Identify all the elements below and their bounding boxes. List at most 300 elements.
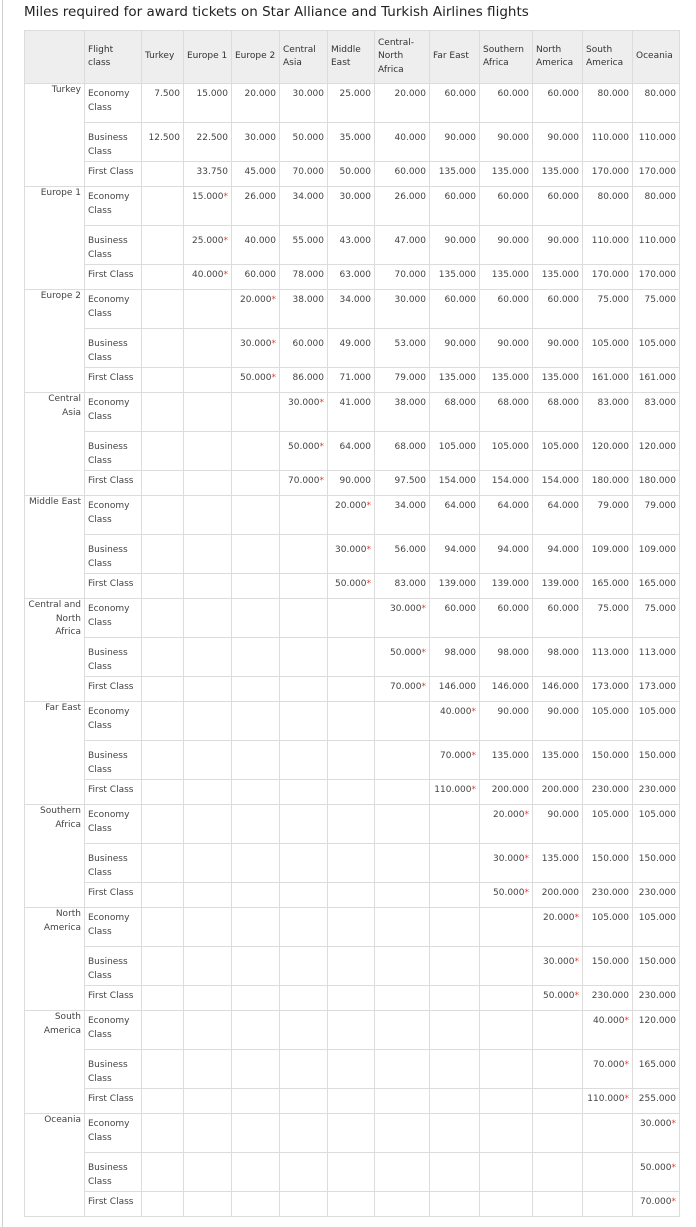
miles-cell xyxy=(184,496,232,535)
column-header: South America xyxy=(583,31,633,84)
miles-cell: 135.000 xyxy=(533,368,583,393)
miles-cell: 64.000 xyxy=(328,432,375,471)
miles-cell: 30.000* xyxy=(232,329,280,368)
asterisk-mark: * xyxy=(471,707,476,717)
miles-cell xyxy=(280,741,328,780)
miles-cell: 60.000 xyxy=(232,265,280,290)
miles-cell xyxy=(430,986,480,1011)
miles-cell xyxy=(184,986,232,1011)
miles-cell xyxy=(232,496,280,535)
flight-class-cell: Economy Class xyxy=(85,393,142,432)
miles-cell: 25.000* xyxy=(184,226,232,265)
miles-cell xyxy=(280,677,328,702)
flight-class-cell: Business Class xyxy=(85,844,142,883)
miles-cell: 146.000 xyxy=(480,677,533,702)
miles-cell: 150.000 xyxy=(583,844,633,883)
miles-cell: 64.000 xyxy=(480,496,533,535)
miles-cell: 135.000 xyxy=(533,844,583,883)
miles-cell: 135.000 xyxy=(430,162,480,187)
miles-cell: 110.000 xyxy=(633,123,680,162)
miles-cell xyxy=(280,599,328,638)
miles-cell xyxy=(184,702,232,741)
flight-class-cell: Business Class xyxy=(85,947,142,986)
miles-cell: 50.000* xyxy=(328,574,375,599)
miles-cell xyxy=(184,329,232,368)
table-row xyxy=(25,1192,680,1217)
miles-cell xyxy=(280,805,328,844)
table-row xyxy=(25,741,680,780)
table-row xyxy=(25,368,680,393)
miles-cell xyxy=(280,947,328,986)
miles-cell xyxy=(184,677,232,702)
miles-cell: 70.000* xyxy=(375,677,430,702)
miles-cell: 110.000 xyxy=(583,226,633,265)
miles-cell xyxy=(328,780,375,805)
flight-class-cell: Business Class xyxy=(85,226,142,265)
miles-cell: 34.000 xyxy=(280,187,328,226)
flight-class-cell: First Class xyxy=(85,162,142,187)
table-row xyxy=(25,702,680,741)
miles-cell: 150.000 xyxy=(633,741,680,780)
miles-cell: 90.000 xyxy=(430,329,480,368)
table-row xyxy=(25,162,680,187)
miles-cell xyxy=(328,741,375,780)
miles-cell: 230.000 xyxy=(583,780,633,805)
miles-cell xyxy=(184,844,232,883)
miles-cell: 120.000 xyxy=(633,432,680,471)
miles-cell: 90.000 xyxy=(533,226,583,265)
miles-cell xyxy=(184,393,232,432)
miles-cell: 60.000 xyxy=(280,329,328,368)
miles-cell: 150.000 xyxy=(633,844,680,883)
miles-cell xyxy=(375,805,430,844)
miles-cell: 98.000 xyxy=(533,638,583,677)
miles-cell: 200.000 xyxy=(480,780,533,805)
miles-cell: 139.000 xyxy=(533,574,583,599)
miles-cell: 135.000 xyxy=(430,265,480,290)
miles-cell: 200.000 xyxy=(533,883,583,908)
region-name: Far East xyxy=(25,702,85,805)
miles-cell: 90.000 xyxy=(480,226,533,265)
table-header-row xyxy=(25,31,680,84)
miles-cell xyxy=(232,471,280,496)
miles-cell: 105.000 xyxy=(533,432,583,471)
miles-cell xyxy=(142,187,184,226)
flight-class-cell: Economy Class xyxy=(85,496,142,535)
table-row xyxy=(25,986,680,1011)
asterisk-mark: * xyxy=(421,682,426,692)
miles-cell xyxy=(280,883,328,908)
miles-cell: 60.000 xyxy=(430,84,480,123)
miles-cell xyxy=(232,393,280,432)
miles-cell xyxy=(142,986,184,1011)
flight-class-cell: First Class xyxy=(85,574,142,599)
miles-cell xyxy=(184,1011,232,1050)
flight-class-cell: Business Class xyxy=(85,1050,142,1089)
miles-cell xyxy=(280,844,328,883)
miles-cell: 70.000* xyxy=(583,1050,633,1089)
miles-cell xyxy=(328,844,375,883)
table-row xyxy=(25,265,680,290)
region-name: Central and North Africa xyxy=(25,599,85,702)
asterisk-mark: * xyxy=(223,270,228,280)
miles-cell xyxy=(232,1089,280,1114)
miles-cell: 50.000* xyxy=(633,1153,680,1192)
miles-cell: 105.000 xyxy=(633,805,680,844)
miles-cell: 173.000 xyxy=(633,677,680,702)
miles-cell xyxy=(375,986,430,1011)
miles-cell xyxy=(533,1011,583,1050)
miles-cell xyxy=(280,986,328,1011)
miles-cell xyxy=(430,908,480,947)
miles-cell: 109.000 xyxy=(583,535,633,574)
miles-cell xyxy=(232,844,280,883)
miles-cell xyxy=(375,780,430,805)
miles-cell: 71.000 xyxy=(328,368,375,393)
miles-cell: 90.000 xyxy=(533,123,583,162)
miles-cell xyxy=(142,393,184,432)
miles-cell xyxy=(328,702,375,741)
column-header: North America xyxy=(533,31,583,84)
miles-cell xyxy=(583,1192,633,1217)
miles-cell xyxy=(184,368,232,393)
miles-cell: 7.500 xyxy=(142,84,184,123)
flight-class-cell: First Class xyxy=(85,471,142,496)
table-row xyxy=(25,393,680,432)
miles-cell xyxy=(533,1089,583,1114)
miles-cell: 30.000* xyxy=(375,599,430,638)
miles-cell: 139.000 xyxy=(430,574,480,599)
miles-cell: 60.000 xyxy=(533,187,583,226)
asterisk-mark: * xyxy=(471,785,476,795)
miles-cell: 110.000 xyxy=(633,226,680,265)
miles-cell xyxy=(280,638,328,677)
miles-cell: 139.000 xyxy=(480,574,533,599)
flight-class-cell: First Class xyxy=(85,1192,142,1217)
flight-class-cell: Economy Class xyxy=(85,187,142,226)
miles-cell xyxy=(232,1153,280,1192)
miles-cell: 135.000 xyxy=(533,265,583,290)
miles-cell: 230.000 xyxy=(583,986,633,1011)
miles-cell: 60.000 xyxy=(430,290,480,329)
miles-cell xyxy=(142,368,184,393)
miles-cell xyxy=(232,1011,280,1050)
miles-cell: 70.000 xyxy=(375,265,430,290)
miles-cell: 170.000 xyxy=(633,162,680,187)
miles-cell xyxy=(184,805,232,844)
flight-class-cell: First Class xyxy=(85,883,142,908)
miles-cell: 35.000 xyxy=(328,123,375,162)
miles-cell xyxy=(142,947,184,986)
miles-cell xyxy=(375,844,430,883)
miles-cell: 120.000 xyxy=(633,1011,680,1050)
miles-cell xyxy=(232,702,280,741)
miles-cell: 146.000 xyxy=(533,677,583,702)
miles-cell xyxy=(142,1089,184,1114)
miles-cell xyxy=(430,805,480,844)
miles-cell: 154.000 xyxy=(480,471,533,496)
asterisk-mark: * xyxy=(421,604,426,614)
asterisk-mark: * xyxy=(574,957,579,967)
miles-cell xyxy=(280,908,328,947)
miles-cell: 53.000 xyxy=(375,329,430,368)
miles-cell: 22.500 xyxy=(184,123,232,162)
page-left-rule xyxy=(2,0,3,1227)
miles-cell xyxy=(142,1114,184,1153)
miles-cell xyxy=(142,226,184,265)
miles-cell xyxy=(184,471,232,496)
miles-cell: 60.000 xyxy=(430,187,480,226)
flight-class-cell: Economy Class xyxy=(85,908,142,947)
miles-cell: 20.000 xyxy=(375,84,430,123)
miles-cell xyxy=(375,883,430,908)
table-row xyxy=(25,599,680,638)
miles-cell: 43.000 xyxy=(328,226,375,265)
miles-cell xyxy=(430,844,480,883)
miles-cell xyxy=(232,780,280,805)
flight-class-cell: First Class xyxy=(85,265,142,290)
miles-cell xyxy=(480,1192,533,1217)
miles-cell: 230.000 xyxy=(633,986,680,1011)
asterisk-mark: * xyxy=(223,236,228,246)
region-name: South America xyxy=(25,1011,85,1114)
asterisk-mark: * xyxy=(624,1016,629,1026)
miles-cell: 50.000* xyxy=(480,883,533,908)
miles-cell xyxy=(184,1050,232,1089)
asterisk-mark: * xyxy=(524,854,529,864)
miles-cell: 135.000 xyxy=(480,741,533,780)
miles-cell: 60.000 xyxy=(430,599,480,638)
miles-cell: 40.000* xyxy=(430,702,480,741)
miles-cell xyxy=(280,574,328,599)
miles-cell xyxy=(232,574,280,599)
miles-cell xyxy=(142,535,184,574)
miles-cell: 45.000 xyxy=(232,162,280,187)
miles-cell: 135.000 xyxy=(533,741,583,780)
miles-cell xyxy=(142,1153,184,1192)
miles-cell xyxy=(142,741,184,780)
miles-cell xyxy=(280,1114,328,1153)
miles-cell: 161.000 xyxy=(583,368,633,393)
miles-cell xyxy=(280,1011,328,1050)
miles-cell: 79.000 xyxy=(633,496,680,535)
table-row xyxy=(25,496,680,535)
miles-cell xyxy=(184,908,232,947)
flight-class-cell: Business Class xyxy=(85,329,142,368)
page-title: Miles required for award tickets on Star Alliance and Turkish Airlines flights xyxy=(24,4,529,20)
miles-cell xyxy=(232,883,280,908)
miles-cell: 94.000 xyxy=(533,535,583,574)
miles-cell xyxy=(184,574,232,599)
miles-cell xyxy=(480,986,533,1011)
asterisk-mark: * xyxy=(574,913,579,923)
flight-class-cell: First Class xyxy=(85,1089,142,1114)
miles-cell xyxy=(375,908,430,947)
table-row xyxy=(25,947,680,986)
miles-cell xyxy=(328,1050,375,1089)
table-row xyxy=(25,1011,680,1050)
miles-cell xyxy=(142,574,184,599)
miles-cell xyxy=(480,947,533,986)
flight-class-cell: Economy Class xyxy=(85,702,142,741)
miles-cell xyxy=(232,677,280,702)
miles-cell: 105.000 xyxy=(583,908,633,947)
asterisk-mark: * xyxy=(574,991,579,1001)
miles-cell: 154.000 xyxy=(430,471,480,496)
miles-cell xyxy=(142,1192,184,1217)
miles-cell xyxy=(328,805,375,844)
miles-cell: 40.000* xyxy=(184,265,232,290)
miles-cell: 105.000 xyxy=(633,329,680,368)
miles-cell xyxy=(184,432,232,471)
miles-cell: 30.000 xyxy=(232,123,280,162)
miles-cell xyxy=(430,1153,480,1192)
miles-cell xyxy=(533,1050,583,1089)
miles-cell xyxy=(184,883,232,908)
table-row xyxy=(25,187,680,226)
miles-cell: 47.000 xyxy=(375,226,430,265)
flight-class-cell: Economy Class xyxy=(85,290,142,329)
table-row xyxy=(25,805,680,844)
miles-cell: 60.000 xyxy=(480,84,533,123)
column-header: Southern Africa xyxy=(480,31,533,84)
table-row xyxy=(25,1114,680,1153)
flight-class-cell: Economy Class xyxy=(85,84,142,123)
miles-cell: 161.000 xyxy=(633,368,680,393)
miles-cell: 90.000 xyxy=(533,702,583,741)
miles-cell: 12.500 xyxy=(142,123,184,162)
miles-cell xyxy=(142,432,184,471)
table-row xyxy=(25,123,680,162)
miles-cell: 109.000 xyxy=(633,535,680,574)
miles-cell xyxy=(184,1089,232,1114)
region-name: Turkey xyxy=(25,84,85,187)
miles-cell xyxy=(375,1153,430,1192)
table-row xyxy=(25,574,680,599)
table-row xyxy=(25,1050,680,1089)
table-row xyxy=(25,84,680,123)
miles-cell xyxy=(533,1114,583,1153)
flight-class-cell: Business Class xyxy=(85,741,142,780)
table-row xyxy=(25,471,680,496)
miles-cell: 25.000 xyxy=(328,84,375,123)
miles-cell xyxy=(480,1011,533,1050)
miles-cell: 60.000 xyxy=(533,84,583,123)
column-header: Europe 1 xyxy=(184,31,232,84)
miles-cell: 79.000 xyxy=(583,496,633,535)
miles-cell xyxy=(232,1050,280,1089)
miles-cell: 105.000 xyxy=(583,702,633,741)
miles-cell xyxy=(142,883,184,908)
miles-cell xyxy=(232,638,280,677)
table-row xyxy=(25,677,680,702)
miles-cell: 30.000 xyxy=(328,187,375,226)
miles-cell: 33.750 xyxy=(184,162,232,187)
miles-cell: 20.000* xyxy=(328,496,375,535)
miles-cell: 70.000 xyxy=(280,162,328,187)
miles-cell: 135.000 xyxy=(480,162,533,187)
miles-cell: 110.000* xyxy=(583,1089,633,1114)
miles-cell: 113.000 xyxy=(633,638,680,677)
miles-cell: 80.000 xyxy=(583,84,633,123)
miles-cell: 30.000* xyxy=(633,1114,680,1153)
miles-cell: 30.000* xyxy=(480,844,533,883)
miles-cell xyxy=(184,1114,232,1153)
miles-cell: 150.000 xyxy=(633,947,680,986)
miles-cell xyxy=(375,702,430,741)
miles-cell: 38.000 xyxy=(280,290,328,329)
region-name: Europe 1 xyxy=(25,187,85,290)
miles-cell xyxy=(232,908,280,947)
miles-cell: 75.000 xyxy=(633,599,680,638)
miles-cell: 34.000 xyxy=(375,496,430,535)
miles-cell: 60.000 xyxy=(533,290,583,329)
miles-cell xyxy=(280,1153,328,1192)
miles-cell: 26.000 xyxy=(375,187,430,226)
miles-cell: 135.000 xyxy=(480,368,533,393)
miles-cell: 110.000 xyxy=(583,123,633,162)
miles-cell: 64.000 xyxy=(430,496,480,535)
miles-cell: 110.000* xyxy=(430,780,480,805)
miles-cell xyxy=(430,1011,480,1050)
miles-cell xyxy=(328,638,375,677)
asterisk-mark: * xyxy=(524,888,529,898)
miles-cell: 150.000 xyxy=(583,947,633,986)
table-row xyxy=(25,535,680,574)
miles-cell: 94.000 xyxy=(430,535,480,574)
miles-cell: 41.000 xyxy=(328,393,375,432)
miles-cell: 50.000* xyxy=(280,432,328,471)
flight-class-cell: Business Class xyxy=(85,638,142,677)
asterisk-mark: * xyxy=(271,373,276,383)
miles-cell: 90.000 xyxy=(533,329,583,368)
miles-cell xyxy=(184,599,232,638)
miles-cell: 68.000 xyxy=(375,432,430,471)
miles-cell xyxy=(184,638,232,677)
miles-cell xyxy=(280,1089,328,1114)
region-name: Central Asia xyxy=(25,393,85,496)
miles-cell xyxy=(328,1153,375,1192)
miles-cell: 90.000 xyxy=(480,702,533,741)
flight-class-cell: Business Class xyxy=(85,123,142,162)
table-row xyxy=(25,908,680,947)
asterisk-mark: * xyxy=(319,442,324,452)
miles-cell: 20.000* xyxy=(232,290,280,329)
table-row xyxy=(25,329,680,368)
miles-cell: 105.000 xyxy=(430,432,480,471)
table-row xyxy=(25,432,680,471)
miles-cell xyxy=(430,1089,480,1114)
miles-cell xyxy=(142,844,184,883)
asterisk-mark: * xyxy=(366,545,371,555)
miles-cell xyxy=(430,1050,480,1089)
miles-cell: 86.000 xyxy=(280,368,328,393)
miles-cell: 30.000 xyxy=(375,290,430,329)
miles-cell: 30.000* xyxy=(328,535,375,574)
region-name: Oceania xyxy=(25,1114,85,1217)
miles-cell xyxy=(328,1011,375,1050)
miles-cell: 50.000 xyxy=(280,123,328,162)
miles-cell: 15.000* xyxy=(184,187,232,226)
miles-cell: 20.000* xyxy=(533,908,583,947)
miles-cell: 70.000* xyxy=(280,471,328,496)
miles-cell xyxy=(232,986,280,1011)
miles-cell xyxy=(583,1153,633,1192)
miles-cell: 60.000 xyxy=(375,162,430,187)
miles-cell xyxy=(280,780,328,805)
miles-cell: 60.000 xyxy=(533,599,583,638)
miles-cell xyxy=(280,1192,328,1217)
